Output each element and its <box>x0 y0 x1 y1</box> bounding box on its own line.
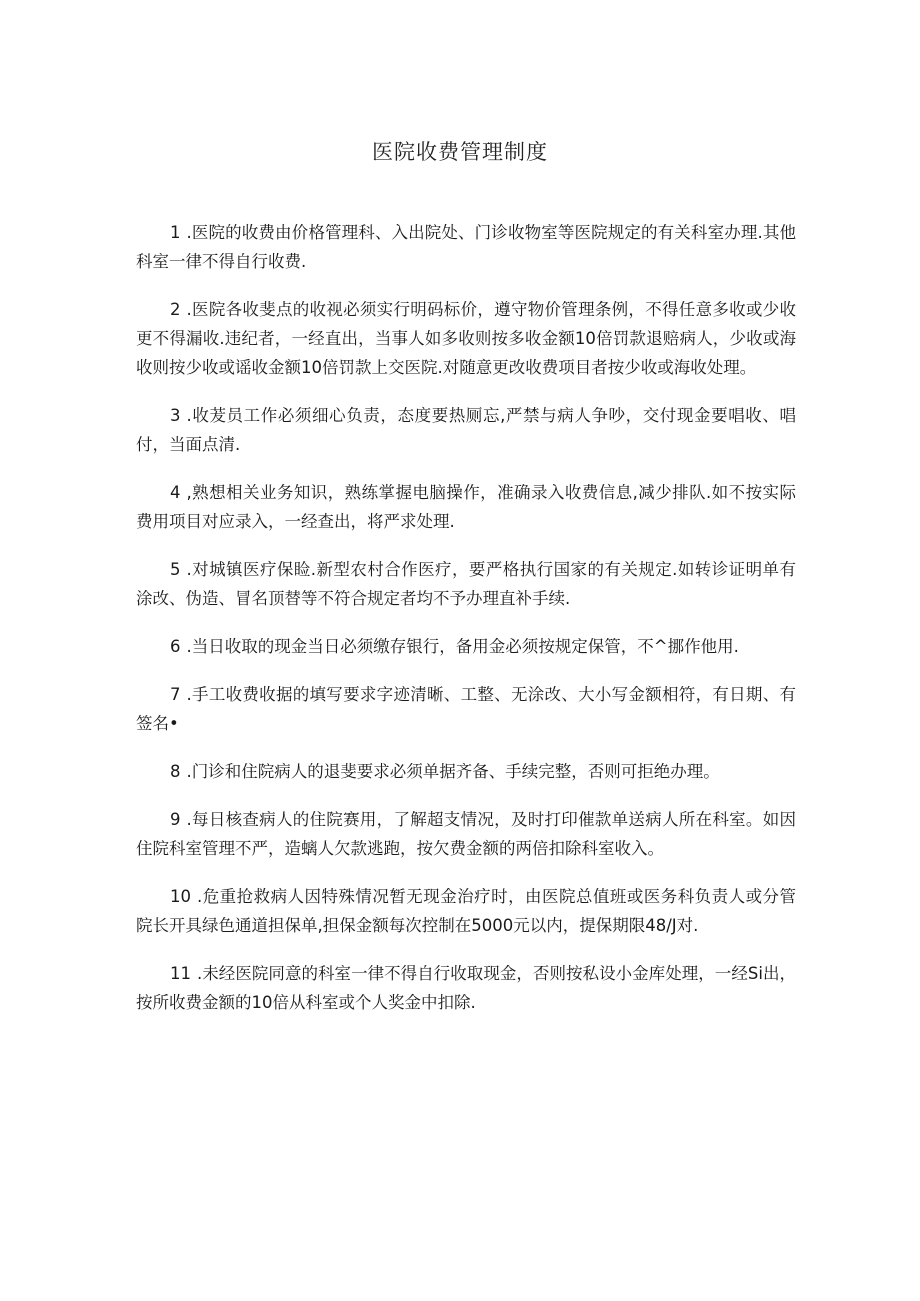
item-number: 4 <box>170 483 181 502</box>
item-number: 7 <box>170 685 181 704</box>
item-text: .对城镇医疗保睑.新型农村合作医疗，要严格执行国家的有关规定.如转诊证明单有涂改、伪造、冒名顶替等不符合规定者均不予办理直补手续. <box>136 560 796 608</box>
item-text: .医院各收斐点的收视必须实行明码标价，遵守物价管理条例，不得任意多收或少收更不得漏收.违纪者，一经直出，当事人如多收则按多收金额10倍罚款退赔病人，少收或海收则按少收或谣收金额10倍罚款上交医院.对随意更改收费项目者按少收或海收处理。 <box>136 300 796 377</box>
item-number: 3 <box>170 406 181 425</box>
regulation-item-7 <box>136 680 796 738</box>
item-text: .危重抢救病人因特殊情况暂无现金治疗时，由医院总值班或医务科负责人或分管院长开具绿色通道担保单,担保金额每次控制在5000元以内，提保期限48/J对. <box>136 887 796 935</box>
regulation-list <box>136 218 796 1036</box>
item-number: 1 <box>170 223 181 242</box>
regulation-item-2 <box>136 295 796 382</box>
item-number: 6 <box>170 637 181 656</box>
item-number: 5 <box>170 560 181 579</box>
item-number: 11 <box>170 964 191 983</box>
item-text: .手工收费收据的填写要求字迹清晰、工整、无涂改、大小写金额相符，有日期、有签名• <box>136 685 796 733</box>
regulation-item-8 <box>136 757 796 786</box>
regulation-item-9 <box>136 805 796 863</box>
regulation-item-10 <box>136 882 796 940</box>
item-number: 2 <box>170 300 181 319</box>
regulation-item-4 <box>136 478 796 536</box>
item-text: .当日收取的现金当日必须缴存银行，备用金必须按规定保管，不^挪作他用. <box>186 637 739 656</box>
item-text: .门诊和住院病人的退斐要求必须单据齐备、手续完整，否则可拒绝办理。 <box>186 762 720 781</box>
regulation-item-6 <box>136 632 796 661</box>
regulation-item-11 <box>136 959 796 1017</box>
item-number: 10 <box>170 887 191 906</box>
item-number: 9 <box>170 810 181 829</box>
item-text: .每日核查病人的住院赛用，了解超支情况，及时打印催款单送病人所在科室。如因住院科室管理不严，造螭人欠款逃跑，按欠费金额的两倍扣除科室收入。 <box>136 810 796 858</box>
item-text: .医院的收费由价格管理科、入出院处、门诊收物室等医院规定的有关科室办理.其他科室一律不得自行收费. <box>136 223 796 271</box>
document-title: 医院收费管理制度 <box>372 140 548 164</box>
regulation-item-3 <box>136 401 796 459</box>
regulation-item-1 <box>136 218 796 276</box>
item-text: .未经医院同意的科室一律不得自行收取现金，否则按私设小金库处理，一经Si出，按所收费金额的10倍从科室或个人奖金中扣除. <box>136 964 796 1012</box>
item-text: ,熟想相关业务知识，熟练掌握电脑操作，准确录入收费信息,减少排队.如不按实际费用项目对应录入，一经查出，将严求处理. <box>136 483 796 531</box>
regulation-item-5 <box>136 555 796 613</box>
item-text: .收茇员工作必须细心负责，态度要热厕忘,严禁与病人争吵，交付现金要唱收、唱付，当面点清. <box>136 406 796 454</box>
item-number: 8 <box>170 762 181 781</box>
